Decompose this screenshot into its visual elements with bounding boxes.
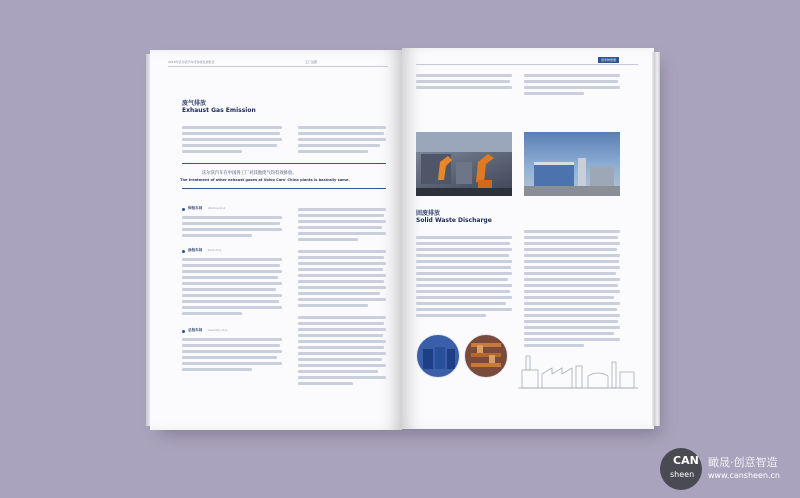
factory-robot-photo (416, 132, 512, 196)
factory-building-photo (524, 132, 620, 196)
section-tag: 废弃物管理 (598, 57, 619, 63)
header-left: 2018年沃尔沃汽车可持续发展报告 (168, 60, 215, 64)
subsection-assembly-cn: 总装车间 (188, 328, 203, 332)
logo-text-can: CAN (673, 454, 699, 467)
subsection-paint-cn: 涂装车间 (188, 248, 203, 252)
left-page (150, 50, 402, 430)
section-title-en: Exhaust Gas Emission (182, 107, 256, 114)
quote-en: The treatment of other exhaust gases at Volvo Cars' China plants is basically same. (180, 178, 350, 182)
subsection-welding-en: Welding shop (208, 207, 226, 210)
section-title-cn: 废气排放 (182, 100, 207, 107)
header-rule (416, 64, 638, 65)
subsection-paint-en: Paint shop (208, 249, 222, 252)
bullet-icon (182, 208, 185, 211)
factory-line-illustration (518, 348, 638, 392)
bins-circle-photo (416, 334, 460, 378)
bullet-icon (182, 250, 185, 253)
quote-rule-top (182, 163, 386, 164)
brand-name: 瞰晟·创意智造 (708, 456, 778, 469)
section-title-cn: 固废排放 (416, 210, 441, 217)
logo-text-sheen: sheen (670, 470, 695, 479)
bullet-icon (182, 330, 185, 333)
page-stack-edge (652, 52, 660, 426)
shelves-circle-photo (464, 334, 508, 378)
subsection-assembly-en: Assembly shop (208, 329, 228, 332)
brand-website: www.cansheen.cn (708, 471, 780, 480)
header-rule (168, 66, 388, 67)
quote-cn: 沃尔沃汽车在中国各工厂对其他废气均有效排放。 (202, 171, 297, 176)
right-page (402, 48, 654, 429)
header-right: 工厂运营 (305, 60, 318, 64)
subsection-welding-cn: 焊装车间 (188, 206, 203, 210)
quote-rule-bottom (182, 188, 386, 189)
section-title-en: Solid Waste Discharge (416, 217, 492, 224)
